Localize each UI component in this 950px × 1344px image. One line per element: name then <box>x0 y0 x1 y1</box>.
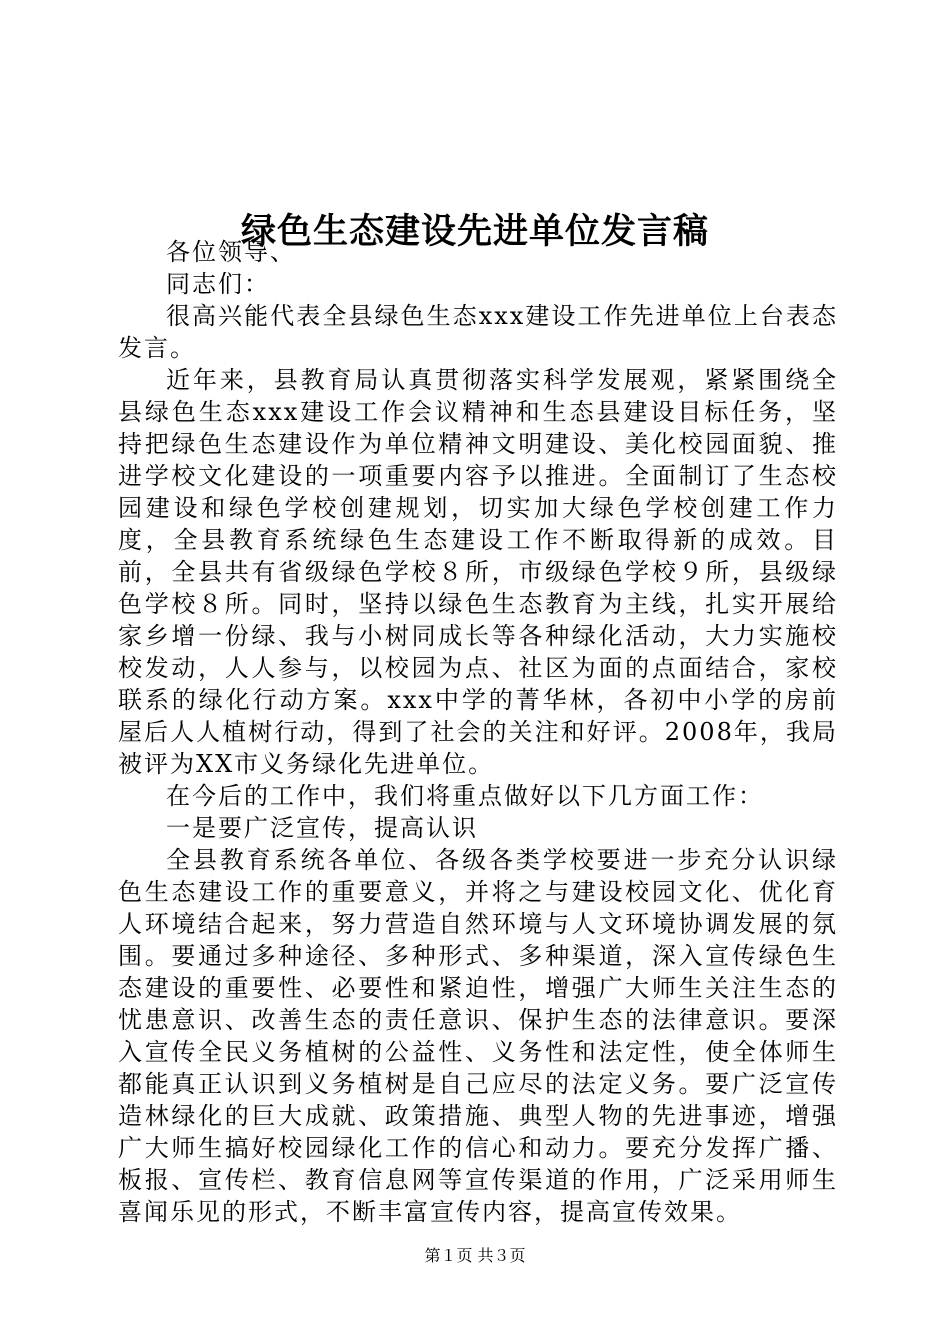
salutation-leaders: 各位领导、 <box>166 238 296 266</box>
page-number-footer: 第１页 共３页 <box>424 1246 526 1265</box>
document-body <box>118 236 838 1228</box>
achievements-paragraph: 近年来，县教育局认真贯彻落实科学发展观，紧紧围绕全县绿色生态xxx建设工作会议精神和生态县建设目标任务，坚持把绿色生态建设作为单位精神文明建设、美化校园面貌、推进学校文化建设的一项重要内容予以推进。全面制订了生态校园建设和绿色学校创建规划，切实加大绿色学校创建工作力度，全县教育系统绿色生态建设工作不断取得新的成效。目前，全县共有省级绿色学校８所，市级绿色学校９所，县级绿色学校８所。同时，坚持以绿色生态教育为主线，扎实开展给家乡增一份绿、我与小树同成长等各种绿化活动，大力实施校校发动，人人参与，以校园为点、社区为面的点面结合，家校联系的绿化行动方案。xxx中学的菁华林，各初中小学的房前屋后人人植树行动，得到了社会的关注和好评。2008年，我局被评为XX市义务绿化先进单位。 <box>118 366 838 778</box>
publicity-paragraph: 全县教育系统各单位、各级各类学校要进一步充分认识绿色生态建设工作的重要意义，并将之与建设校园文化、优化育人环境结合起来，努力营造自然环境与人文环境协调发展的氛围。要通过多种途径、多种形式、多种渠道，深入宣传绿色生态建设的重要性、必要性和紧迫性，增强广大师生关注生态的忧患意识、改善生态的责任意识、保护生态的法律意识。要深入宣传全民义务植树的公益性、义务性和法定性，使全体师生都能真正认识到义务植树是自己应尽的法定义务。要广泛宣传造林绿化的巨大成就、政策措施、典型人物的先进事迹，增强广大师生搞好校园绿化工作的信心和动力。要充分发挥广播、板报、宣传栏、教育信息网等宣传渠道的作用，广泛采用师生喜闻乐见的形式，不断丰富宣传内容，提高宣传效果。 <box>118 846 838 1226</box>
future-work-intro: 在今后的工作中，我们将重点做好以下几方面工作： <box>166 782 764 810</box>
document-title: 绿色生态建设先进单位发言稿 <box>240 211 709 253</box>
section-heading-publicity: 一是要广泛宣传，提高认识 <box>166 814 478 842</box>
opening-paragraph: 很高兴能代表全县绿色生态xxx建设工作先进单位上台表态发言。 <box>118 302 838 362</box>
salutation-comrades: 同志们： <box>166 270 270 298</box>
